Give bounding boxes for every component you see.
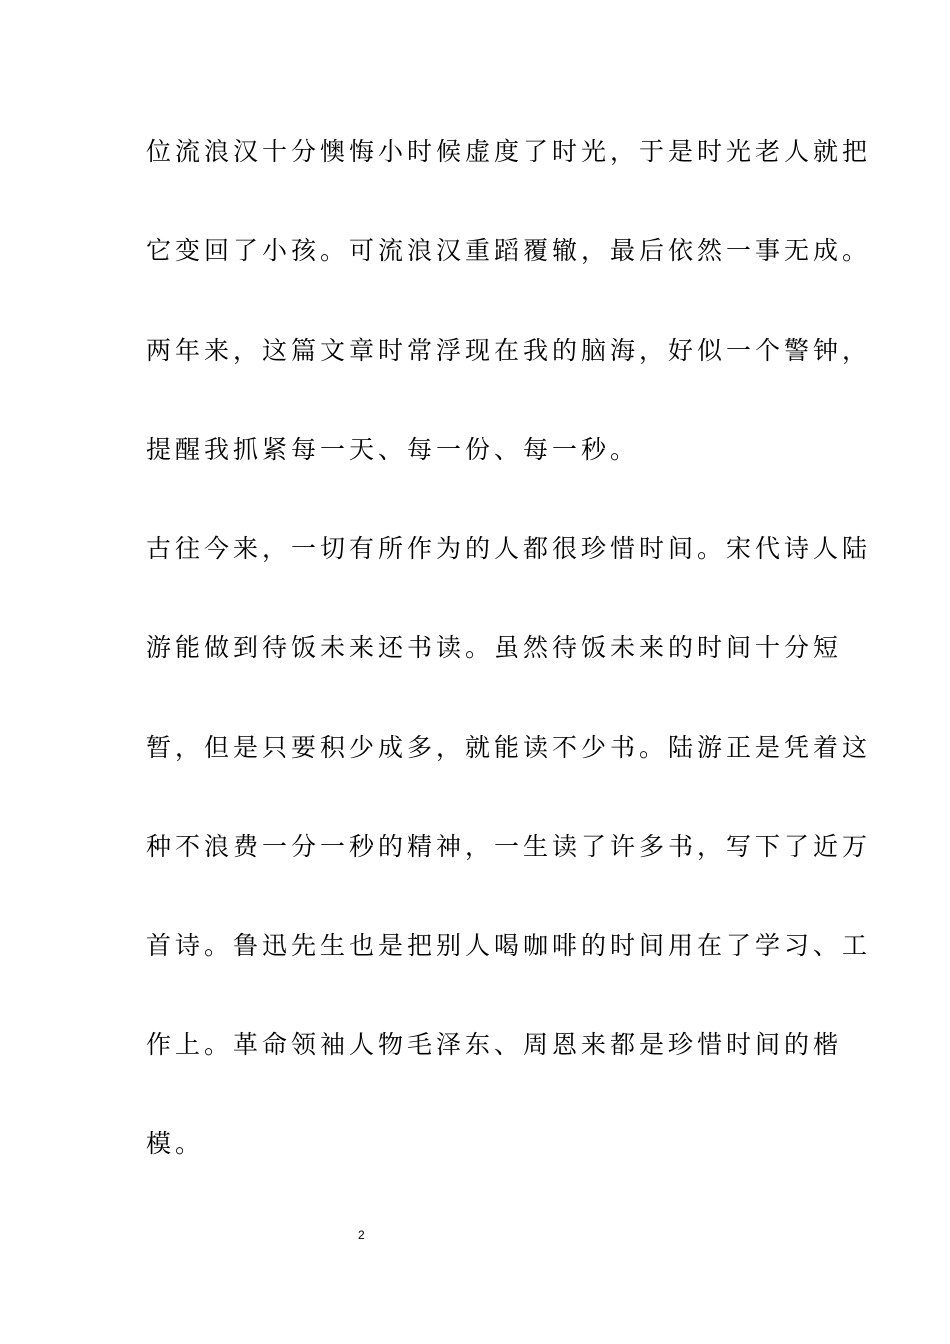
text-line: 暂，但是只要积少成多，就能读不少书。陆游正是凭着这 bbox=[146, 733, 872, 762]
text-line: 位流浪汉十分懊悔小时候虚度了时光，于是时光老人就把 bbox=[146, 137, 872, 166]
text-line: 作上。革命领袖人物毛泽东、周恩来都是珍惜时间的楷 bbox=[146, 1030, 843, 1059]
text-line: 它变回了小孩。可流浪汉重蹈覆辙，最后依然一事无成。 bbox=[146, 236, 872, 265]
text-line: 首诗。鲁迅先生也是把别人喝咖啡的时间用在了学习、工 bbox=[146, 931, 872, 960]
text-line: 提醒我抓紧每一天、每一份、每一秒。 bbox=[146, 435, 640, 464]
text-line: 游能做到待饭未来还书读。虽然待饭未来的时间十分短 bbox=[146, 633, 843, 662]
text-line: 两年来，这篇文章时常浮现在我的脑海，好似一个警钟， bbox=[146, 336, 872, 365]
page-number: 2 bbox=[358, 1228, 365, 1242]
text-line: 模。 bbox=[146, 1129, 205, 1158]
text-line: 种不浪费一分一秒的精神，一生读了许多书，写下了近万 bbox=[146, 832, 872, 861]
text-line: 古往今来，一切有所作为的人都很珍惜时间。宋代诗人陆 bbox=[146, 534, 872, 563]
